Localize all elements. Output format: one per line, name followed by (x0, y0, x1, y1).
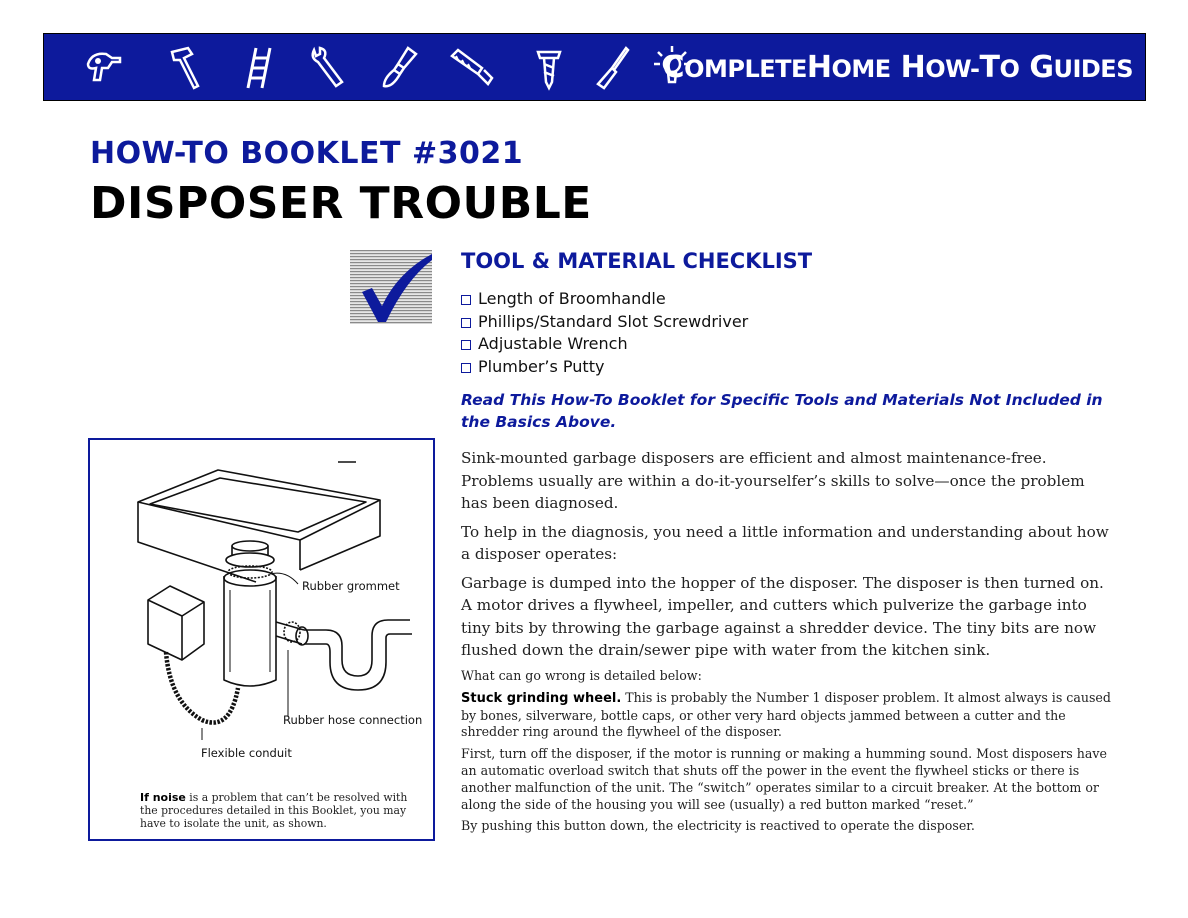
checklist-item: Phillips/Standard Slot Screwdriver (461, 311, 748, 334)
checklist-heading: TOOL & MATERIAL CHECKLIST (461, 249, 813, 273)
disposer-diagram (90, 440, 433, 839)
brand-title: COMPLETEHOME HOW-TO GUIDES (662, 50, 1133, 85)
checklist-item: Length of Broomhandle (461, 288, 748, 311)
header-banner (43, 33, 1146, 101)
checkbox-icon (461, 340, 471, 350)
disposer-illustration (88, 438, 435, 841)
paragraph: To help in the diagnosis, you need a little information and understanding about how a disposer operates: (461, 522, 1109, 563)
booklet-number: HOW-TO BOOKLET #3021 (90, 136, 524, 171)
subheading: Stuck grinding wheel. (461, 690, 622, 706)
illustration-caption: If noise is a problem that can’t be resolved with the procedures detailed in this Booklet, you may have to isolate the unit, as shown. (140, 791, 408, 830)
hammer-icon (164, 44, 210, 92)
ladder-icon (236, 44, 282, 92)
checkmark-icon (350, 250, 432, 324)
checkbox-icon (461, 295, 471, 305)
checkbox-icon (461, 318, 471, 328)
checklist (461, 288, 748, 378)
label-grommet: Rubber grommet (302, 579, 400, 593)
article-body (461, 447, 1111, 668)
screw-icon (528, 44, 574, 92)
paintbrush-icon (378, 44, 424, 92)
checklist-item: Plumber’s Putty (461, 356, 748, 379)
label-conduit: Flexible conduit (201, 746, 292, 760)
paragraph: What can go wrong is detailed below: (461, 668, 702, 683)
label-hose: Rubber hose connection (283, 713, 423, 727)
checkbox-icon (461, 363, 471, 373)
checklist-note: Read This How-To Booklet for Specific Tools and Materials Not Included in the Basics Above. (461, 391, 1103, 431)
checklist-item: Adjustable Wrench (461, 333, 748, 356)
screwdriver-icon (590, 44, 636, 92)
paragraph: Garbage is dumped into the hopper of the disposer. The disposer is then turned on. A motor drives a flywheel, impeller, and cutters which pulverize the garbage into tiny bits by throwing the garbage against a shredder device. The tiny bits are now flushed down the drain/sewer pipe with water from the kitchen sink. (461, 573, 1104, 659)
saw-icon (448, 44, 494, 92)
paragraph: First, turn off the disposer, if the motor is running or making a humming sound. Most disposers have an automatic overload switch that shuts off the power in the event the flywheel sticks or there is another malfunction of the unit. The “switch” operates similar to a circuit breaker. At the bottom or along the side of the housing you will see (usually) a red button marked “reset.” (461, 746, 1107, 812)
page-title: DISPOSER TROUBLE (90, 178, 592, 229)
article-details (461, 668, 1116, 840)
paragraph: Sink-mounted garbage disposers are efficient and almost maintenance-free. Problems usually are within a do-it-yourselfer’s skills to solve—once the problem has been diagnosed. (461, 449, 1085, 512)
paragraph: Stuck grinding wheel. This is probably the Number 1 disposer problem. It almost always is caused by bones, silverware, bottle caps, or other very hard objects jammed between a cutter and the shredder ring around the flywheel of the disposer. (461, 689, 1111, 740)
paragraph: By pushing this button down, the electricity is reactived to operate the disposer. (461, 818, 975, 834)
drill-icon (82, 44, 128, 92)
wrench-icon (306, 44, 352, 92)
